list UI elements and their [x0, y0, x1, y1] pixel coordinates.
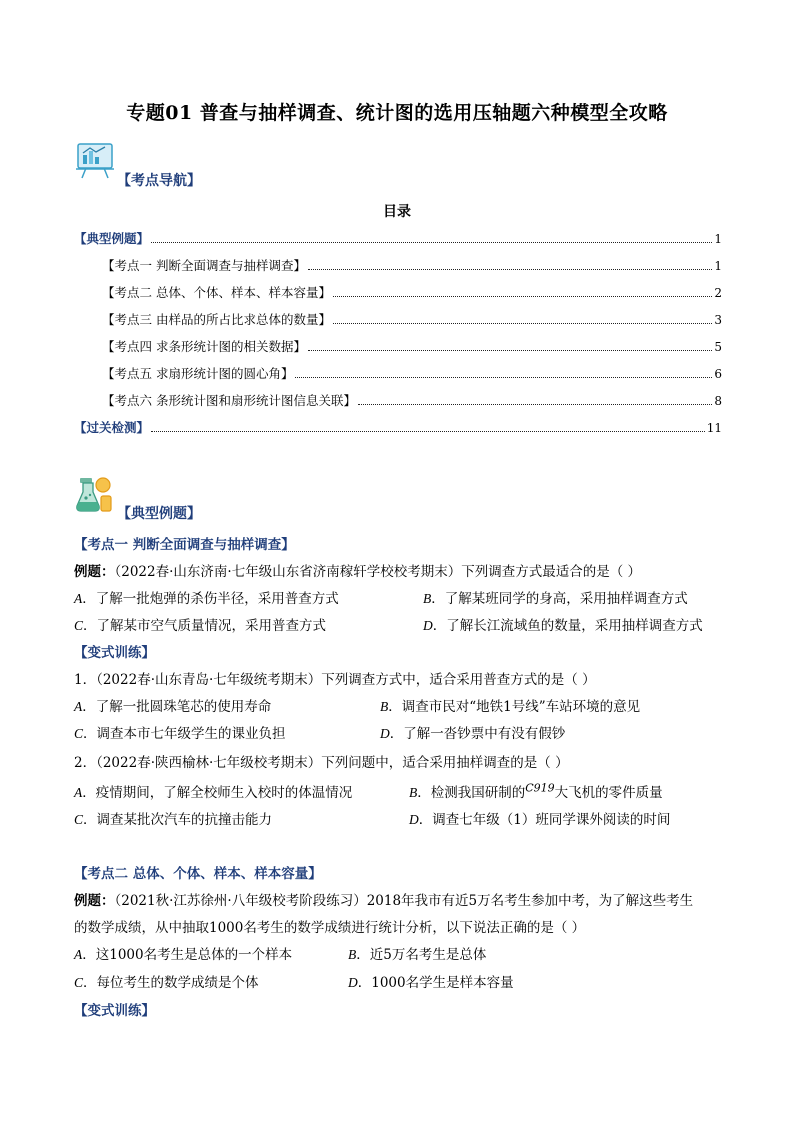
aircraft-model: C919: [525, 781, 555, 795]
option-a[interactable]: [74, 943, 292, 963]
chart-board-icon: [74, 141, 116, 181]
toc-label: 【考点一 判断全面调查与抽样调查】: [102, 258, 306, 273]
option-letter: A: [74, 785, 83, 800]
option-letter: D: [348, 975, 358, 990]
option-text: ．了解某市空气质量情况，采用普查方式: [83, 618, 327, 634]
option-text: ．1000名学生是样本容量: [357, 975, 514, 991]
option-letter: A: [74, 699, 83, 714]
toc-leader: [308, 268, 712, 270]
question-1: 1．（2022春·山东青岛·七年级统考期末）下列调查方式中，适合采用普查方式的是（ ）: [74, 672, 596, 688]
option-text: ．检测我国研制的: [417, 785, 526, 801]
toc-leader: [151, 430, 705, 432]
option-letter: A: [74, 947, 83, 962]
option-letter: B: [423, 591, 432, 606]
option-letter: D: [380, 726, 390, 741]
option-letter: D: [409, 812, 419, 827]
option-letter: C: [74, 618, 84, 633]
toc-entry[interactable]: [102, 310, 722, 328]
kp1-heading: 【考点一 判断全面调查与抽样调查】: [74, 537, 295, 553]
option-c[interactable]: [74, 614, 326, 634]
toc-entry[interactable]: [74, 418, 722, 436]
option-letter: B: [409, 785, 418, 800]
option-text: ．了解某班同学的身高，采用抽样调查方式: [431, 591, 688, 607]
toc-heading: 目录: [383, 204, 411, 220]
kp2-example-line1: [74, 889, 693, 909]
toc-entry[interactable]: [102, 256, 722, 274]
option-text: 大飞机的零件质量: [554, 785, 663, 801]
option-c[interactable]: [74, 722, 286, 742]
option-a[interactable]: [74, 781, 352, 801]
option-letter: B: [380, 699, 389, 714]
toc-label: 【典型例题】: [74, 231, 150, 246]
toc-entry[interactable]: [102, 283, 722, 301]
toc-leader: [295, 376, 712, 378]
option-a[interactable]: [74, 695, 271, 715]
toc-leader: [308, 349, 712, 351]
section-heading: 【典型例题】: [117, 506, 201, 522]
toc-page: 2: [714, 286, 722, 300]
toc-entry[interactable]: [102, 364, 722, 382]
toc-page: 8: [714, 394, 722, 408]
toc-leader: [333, 322, 712, 324]
option-text: ．这1000名考生是总体的一个样本: [82, 947, 293, 963]
toc-label: 【考点三 由样品的所占比求总体的数量】: [102, 312, 331, 327]
option-letter: C: [74, 812, 84, 827]
option-b[interactable]: [423, 587, 688, 607]
option-d[interactable]: [423, 614, 703, 634]
kp2-example-line2: 的数学成绩，从中抽取1000名考生的数学成绩进行统计分析，以下说法正确的是（ ）: [74, 920, 586, 936]
option-letter: C: [74, 726, 84, 741]
option-b[interactable]: [348, 943, 486, 963]
toc-page: 1: [714, 259, 722, 273]
option-b[interactable]: [380, 695, 640, 715]
toc-label: 【考点六 条形统计图和扇形统计图信息关联】: [102, 393, 356, 408]
option-text: ．了解一沓钞票中有没有假钞: [389, 726, 566, 742]
option-d[interactable]: [380, 722, 565, 742]
practice-heading: 【变式训练】: [74, 1003, 155, 1019]
question-2: 2．（2022春·陕西榆林·七年级校考期末）下列问题中，适合采用抽样调查的是（ ）: [74, 755, 569, 771]
option-c[interactable]: [74, 808, 272, 828]
example-text: （2021秋·江苏徐州·八年级校考阶段练习）2018年我市有近5万名考生参加中考，为了解这些考生: [114, 893, 694, 909]
option-d[interactable]: [409, 808, 670, 828]
option-text: ．调查七年级（1）班同学课外阅读的时间: [418, 812, 671, 828]
option-text: ．了解长江流域鱼的数量，采用抽样调查方式: [432, 618, 703, 634]
toc-page: 6: [714, 367, 722, 381]
document-title: 专题01 普查与抽样调查、统计图的选用压轴题六种模型全攻略: [126, 102, 668, 124]
kp1-example: [74, 560, 641, 580]
option-text: ．了解一批圆珠笔芯的使用寿命: [82, 699, 272, 715]
toc-leader: [151, 241, 712, 243]
option-text: ．调查市民对“地铁1号线”车站环境的意见: [388, 699, 641, 715]
option-text: ．每位考生的数学成绩是个体: [83, 975, 259, 991]
option-text: ．近5万名考生是总体: [356, 947, 487, 963]
example-label: 例题：: [74, 564, 115, 580]
toc-leader: [358, 403, 712, 405]
option-text: ．疫情期间，了解全校师生入校时的体温情况: [82, 785, 353, 801]
example-text: （2022春·山东济南·七年级山东省济南稼轩学校校考期末）下列调查方式最适合的是（ ）: [114, 564, 641, 580]
example-label: 例题：: [74, 893, 115, 909]
toc-page: 3: [714, 313, 722, 327]
option-text: ．了解一批炮弹的杀伤半径，采用普查方式: [82, 591, 339, 607]
option-letter: C: [74, 975, 84, 990]
toc-entry[interactable]: [74, 229, 722, 247]
toc-label: 【考点二 总体、个体、样本、样本容量】: [102, 285, 331, 300]
option-letter: D: [423, 618, 433, 633]
toc-leader: [333, 295, 712, 297]
toc-label: 【考点四 求条形统计图的相关数据】: [102, 339, 306, 354]
toc-entry[interactable]: [102, 337, 722, 355]
toc-page: 1: [714, 232, 722, 246]
practice-heading: 【变式训练】: [74, 645, 155, 661]
toc-label: 【考点五 求扇形统计图的圆心角】: [102, 366, 294, 381]
flask-icon: [74, 474, 116, 516]
option-text: ．调查某批次汽车的抗撞击能力: [83, 812, 273, 828]
toc-page: 11: [706, 421, 722, 435]
kp2-heading: 【考点二 总体、个体、样本、样本容量】: [74, 866, 322, 882]
toc-entry[interactable]: [102, 391, 722, 409]
toc-page: 5: [714, 340, 722, 354]
option-d[interactable]: [348, 971, 514, 991]
option-b[interactable]: [409, 781, 663, 801]
option-letter: B: [348, 947, 357, 962]
option-letter: A: [74, 591, 83, 606]
option-c[interactable]: [74, 971, 259, 991]
option-text: ．调查本市七年级学生的课业负担: [83, 726, 286, 742]
nav-heading: 【考点导航】: [117, 173, 201, 189]
option-a[interactable]: [74, 587, 339, 607]
toc-label: 【过关检测】: [74, 420, 150, 435]
